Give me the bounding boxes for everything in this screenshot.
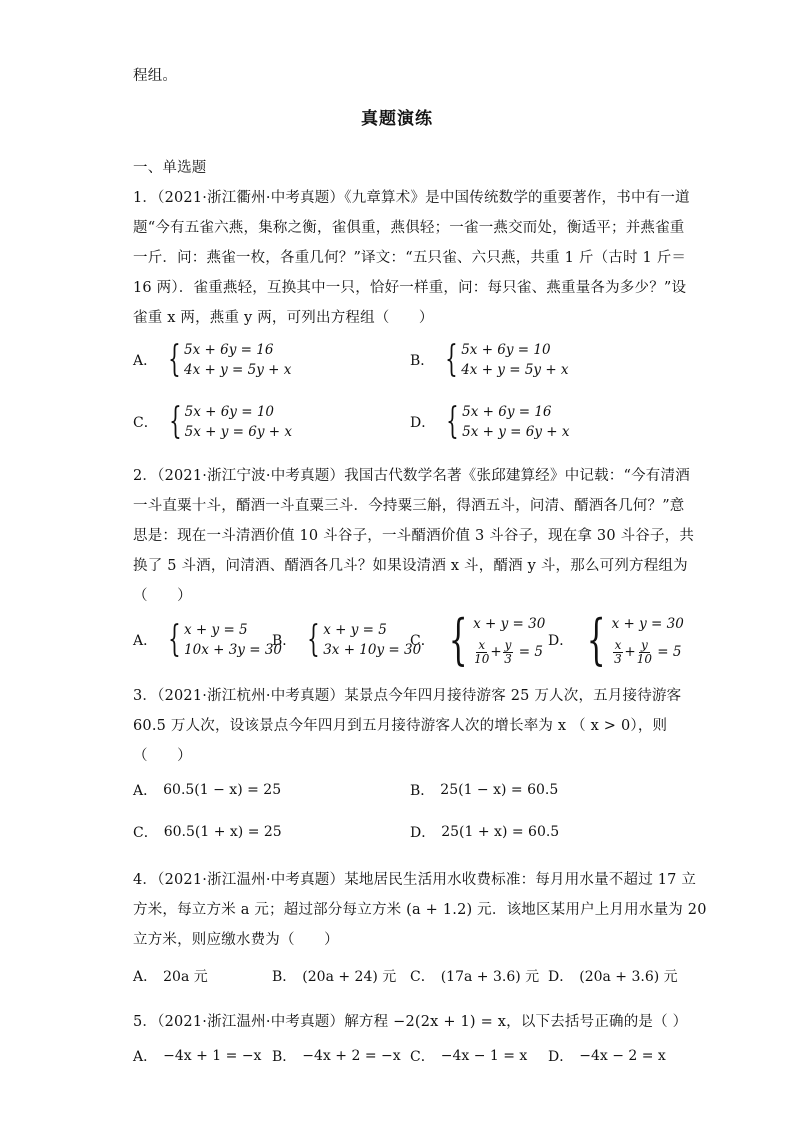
option-d <box>548 966 678 986</box>
expression: (17a + 3.6) 元 <box>440 969 540 985</box>
equation: 3x + 10y = 30 <box>323 642 422 658</box>
expression: 60.5(1 − x) = 25 <box>163 782 282 798</box>
option-d: D． { 5x + 6y = 16 5x + y = 6y + x <box>410 401 570 442</box>
option-a <box>133 780 281 800</box>
option-label: C． <box>410 633 435 649</box>
question-text-line: 1．（2021·浙江衢州·中考真题）《九章算术》是中国传统数学的重要著作，书中有一道 <box>133 190 690 206</box>
fraction: $\frac{y}{10}$ <box>636 637 652 666</box>
option-label: D． <box>548 1049 574 1065</box>
equation: 4x + y = 5y + x <box>461 362 569 378</box>
equation: 5x + y = 6y + x <box>184 424 292 440</box>
equation: 5x + 6y = 10 <box>184 404 275 420</box>
equation: 4x + y = 5y + x <box>184 362 292 378</box>
option-b <box>272 1046 401 1066</box>
option-label: C． <box>133 415 158 431</box>
option-label: D． <box>548 633 574 649</box>
option-c <box>133 822 282 842</box>
section-heading: 一、单选题 <box>133 160 207 176</box>
option-label: B． <box>272 969 297 985</box>
question-text-line: 2．（2021·浙江宁波·中考真题）我国古代数学名著《张邱建算经》中记载：“今有清酒 <box>133 468 690 484</box>
equation: 10x + 3y = 30 <box>184 642 283 658</box>
option-label: D． <box>410 825 436 841</box>
option-a <box>133 1046 261 1066</box>
option-label: B． <box>272 633 297 649</box>
fraction: $\frac{y}{3}$ <box>504 637 512 666</box>
fraction: $\frac{x}{10}$ <box>474 637 490 666</box>
option-label: A． <box>133 633 158 649</box>
question-text-line: 16 两）．雀重燕轻，互换其中一只，恰好一样重，问：每只雀、燕重量各为多少？”设 <box>133 280 687 296</box>
option-d: D． { x + y = 30 $\frac{x}{3}$ + $\frac{y}{10}$ = 5 <box>548 608 684 671</box>
option-c <box>410 966 539 986</box>
option-label: D． <box>548 969 574 985</box>
option-label: A． <box>133 1049 158 1065</box>
question-text-line: 立方米，则应缴水费为（ ） <box>133 932 339 948</box>
fraction-equation: $\frac{x}{10}$ + $\frac{y}{3}$ = 5 <box>474 637 543 666</box>
option-label: C． <box>410 969 435 985</box>
option-a <box>133 966 208 986</box>
option-b: B． { 5x + 6y = 10 4x + y = 5y + x <box>410 339 569 380</box>
equation: 5x + 6y = 16 <box>462 404 552 420</box>
expression: 20a 元 <box>163 969 208 985</box>
expression: −4x + 2 = −x <box>302 1048 401 1064</box>
equation: x + y = 5 <box>323 622 387 638</box>
question-text-line: 雀重 x 两，燕重 y 两，可列出方程组（ ） <box>133 310 434 326</box>
option-a: A． { x + y = 5 10x + 3y = 30 <box>133 619 283 660</box>
expression: −4x + 1 = −x <box>163 1048 262 1064</box>
option-c <box>410 1046 527 1066</box>
equation: 5x + 6y = 16 <box>184 342 274 358</box>
question-text-line: 60.5 万人次，设该景点今年四月到五月接待游客人次的增长率为 x （ x > 0），则 <box>133 718 668 734</box>
equation: 5x + 6y = 10 <box>461 342 551 358</box>
option-label: A． <box>133 353 158 369</box>
option-label: B． <box>272 1049 297 1065</box>
fraction-equation: $\frac{x}{3}$ + $\frac{y}{10}$ = 5 <box>614 637 682 666</box>
question-text-line: 5．（2021·浙江温州·中考真题）解方程 −2(2x + 1) = x，以下去括号正确的是（ ） <box>133 1014 688 1030</box>
question-text-line: 方米，每立方米 a 元；超过部分每立方米 (a + 1.2) 元．该地区某用户上月用水量为 20 <box>133 902 707 918</box>
option-label: C． <box>410 1049 435 1065</box>
equation: x + y = 30 <box>611 616 684 633</box>
carryover-text: 程组。 <box>133 68 178 84</box>
option-label: A． <box>133 783 158 799</box>
expression: 25(1 − x) = 60.5 <box>440 782 559 798</box>
question-text-line: 一斤．问：燕雀一枚，各重几何？”译文：“五只雀、六只燕，共重 1 斤（古时 1 斤＝ <box>133 250 687 266</box>
equation: x + y = 5 <box>184 622 248 638</box>
option-a: A． { 5x + 6y = 16 4x + y = 5y + x <box>133 339 292 380</box>
fraction: $\frac{x}{3}$ <box>614 637 622 666</box>
question-text-line: 题“今有五雀六燕，集称之衡，雀俱重，燕俱轻；一雀一燕交而处，衡适平；并燕雀重 <box>133 220 685 236</box>
question-text-line: 思是：现在一斗清酒价值 10 斗谷子，一斗醑酒价值 3 斗谷子，现在拿 30 斗谷子，共 <box>133 528 695 544</box>
option-c: C． { 5x + 6y = 10 5x + y = 6y + x <box>133 401 292 442</box>
option-b <box>410 780 558 800</box>
option-d <box>410 822 559 842</box>
option-label: C． <box>133 825 158 841</box>
expression: (20a + 3.6) 元 <box>579 969 678 985</box>
page-title: 真题演练 <box>361 109 433 129</box>
option-d <box>548 1046 666 1066</box>
option-label: D． <box>410 415 436 431</box>
equation: 5x + y = 6y + x <box>462 424 570 440</box>
option-b: B． { x + y = 5 3x + 10y = 30 <box>272 619 422 660</box>
expression: 25(1 + x) = 60.5 <box>441 824 560 840</box>
question-text-line: 4．（2021·浙江温州·中考真题）某地居民生活用水收费标准：每月用水量不超过 17 立 <box>133 872 697 888</box>
expression: −4x − 2 = x <box>579 1048 666 1064</box>
expression: −4x − 1 = x <box>440 1048 528 1064</box>
option-label: B． <box>410 353 435 369</box>
question-text-line: （ ） <box>133 588 192 604</box>
expression: 60.5(1 + x) = 25 <box>163 824 282 840</box>
expression: (20a + 24) 元 <box>302 969 397 985</box>
question-text-line: 3．（2021·浙江杭州·中考真题）某景点今年四月接待游客 25 万人次，五月接待游客 <box>133 688 682 704</box>
option-label: B． <box>410 783 435 799</box>
option-c: C． { x + y = 30 $\frac{x}{10}$ + $\frac{y}{3}$ = 5 <box>410 608 546 671</box>
question-text-line: 一斗直粟十斗，醑酒一斗直粟三斗．今持粟三斛，得酒五斗，问清、醑酒各几何？”意 <box>133 498 685 514</box>
question-text-line: （ ） <box>133 748 192 764</box>
option-label: A． <box>133 969 158 985</box>
equation: x + y = 30 <box>473 616 546 633</box>
option-b <box>272 966 396 986</box>
question-text-line: 换了 5 斗酒，问清酒、醑酒各几斗？如果设清酒 x 斗，醑酒 y 斗，那么可列方程组为 <box>133 558 688 574</box>
